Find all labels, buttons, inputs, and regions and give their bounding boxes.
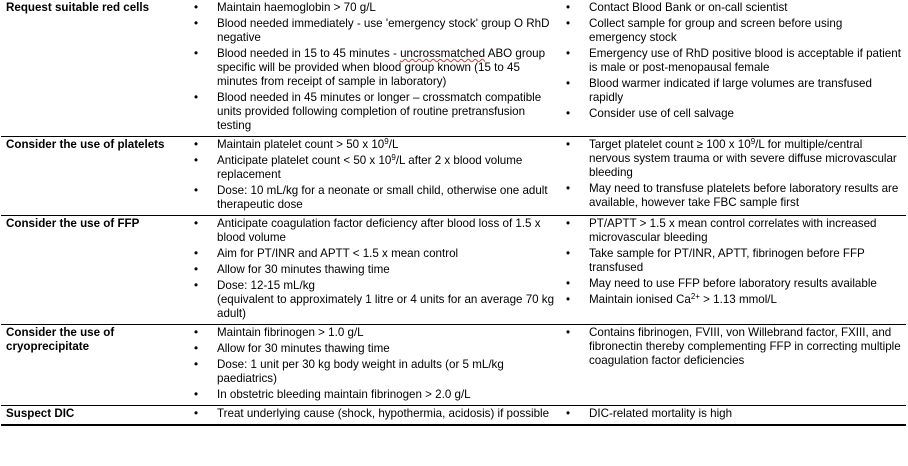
list-item — [192, 326, 555, 340]
notes-cell — [559, 216, 906, 325]
bullet-icon: • — [194, 342, 199, 355]
item-text: Target platelet count ≥ 100 x 10 — [589, 138, 751, 151]
item-text: Treat underlying cause (shock, hypothermia, acidosis) if possible — [217, 407, 550, 420]
bullet-icon: • — [194, 263, 199, 276]
list-item — [192, 358, 555, 386]
item-text: PT/APTT > 1.5 x mean control correlates with increased microvascular bleeding — [589, 217, 877, 244]
table-body — [1, 0, 906, 425]
item-text: In obstetric bleeding maintain fibrinogen > 2.0 g/L — [217, 388, 471, 401]
item-text: Blood needed immediately - use 'emergency stock' group O RhD negative — [217, 17, 550, 44]
item-text: Anticipate coagulation factor deficiency after blood loss of 1.5 x blood volume — [217, 217, 541, 244]
list-item — [564, 293, 902, 307]
list-item — [564, 407, 902, 421]
bullet-icon: • — [194, 407, 199, 420]
item-text: Dose: 1 unit per 30 kg body weight in adults (or 5 mL/kg paediatrics) — [217, 358, 504, 385]
bullet-icon: • — [194, 154, 199, 167]
item-text: Contact Blood Bank or on-call scientist — [589, 1, 788, 14]
item-text: Contains fibrinogen, FVIII, von Willebrand factor, FXIII, and fibronectin thereby complementing FFP in correcting multiple coagulation factor deficiencies — [589, 326, 901, 367]
item-text: /L — [388, 138, 399, 151]
recommendations-cell — [187, 0, 559, 137]
item-text: Collect sample for group and screen before using emergency stock — [589, 17, 843, 44]
item-text: May need to transfuse platelets before laboratory results are available, however take FBC sample first — [589, 182, 899, 209]
list-item — [564, 1, 902, 15]
guideline-table — [1, 0, 906, 426]
list-item — [192, 279, 555, 321]
bullet-list — [192, 138, 555, 212]
bullet-icon: • — [194, 247, 199, 260]
recommendations-cell — [187, 137, 559, 216]
bullet-icon: • — [194, 91, 199, 104]
list-item — [192, 342, 555, 356]
item-text: Blood needed in 45 minutes or longer – crossmatch compatible units provided following completion of routine pretransfusion testing — [217, 91, 542, 132]
table-row — [1, 406, 906, 426]
row-heading: Consider the use of cryoprecipitate — [1, 325, 187, 406]
bullet-icon: • — [566, 107, 571, 120]
table-row — [1, 0, 906, 137]
table-row — [1, 216, 906, 325]
list-item — [564, 17, 902, 45]
bullet-icon: • — [194, 279, 199, 292]
bullet-icon: • — [566, 1, 571, 14]
item-text: > 1.13 mmol/L — [699, 293, 777, 306]
bullet-icon: • — [194, 17, 199, 30]
bullet-icon: • — [566, 217, 571, 230]
list-item — [192, 47, 555, 89]
bullet-icon: • — [194, 358, 199, 371]
bullet-list — [192, 407, 555, 421]
row-heading: Consider the use of FFP — [1, 216, 187, 325]
bullet-icon: • — [566, 47, 571, 60]
bullet-list — [564, 1, 902, 121]
bullet-icon: • — [194, 1, 199, 14]
list-item — [192, 407, 555, 421]
recommendations-cell — [187, 325, 559, 406]
bullet-icon: • — [566, 326, 571, 339]
recommendations-cell — [187, 216, 559, 325]
bullet-icon: • — [566, 293, 571, 306]
bullet-icon: • — [194, 47, 199, 60]
list-item — [192, 217, 555, 245]
item-text: DIC-related mortality is high — [589, 407, 733, 420]
superscript: 9 — [750, 137, 756, 146]
item-text: ABO group specific will be provided when blood group known (15 to 45 minutes from receipt of sample in laboratory) — [217, 47, 546, 88]
list-item — [192, 1, 555, 15]
item-text: Maintain fibrinogen > 1.0 g/L — [217, 326, 364, 339]
list-item — [564, 326, 902, 368]
list-item — [192, 388, 555, 402]
superscript: 2+ — [690, 292, 700, 301]
item-text: /L after 2 x blood volume replacement — [217, 154, 523, 181]
bullet-list — [564, 217, 902, 307]
superscript: 9 — [391, 153, 396, 162]
bullet-icon: • — [194, 326, 199, 339]
bullet-icon: • — [566, 77, 571, 90]
notes-cell — [559, 325, 906, 406]
bullet-icon: • — [566, 17, 571, 30]
list-item — [192, 154, 555, 182]
list-item — [564, 107, 902, 121]
item-text: Aim for PT/INR and APTT < 1.5 x mean control — [217, 247, 459, 260]
bullet-icon: • — [194, 217, 199, 230]
table-row — [1, 325, 906, 406]
bullet-list — [192, 1, 555, 133]
item-text-flagged: uncrossmatched — [400, 47, 486, 60]
item-text: May need to use FFP before laboratory results available — [589, 277, 877, 290]
list-item — [564, 247, 902, 275]
notes-cell — [559, 0, 906, 137]
list-item — [564, 47, 902, 75]
bullet-icon: • — [566, 182, 571, 195]
bullet-list — [564, 326, 902, 368]
superscript: 9 — [384, 137, 389, 146]
bullet-list — [192, 217, 555, 321]
bullet-icon: • — [566, 247, 571, 260]
table-row — [1, 137, 906, 216]
list-item — [192, 247, 555, 261]
item-text: Consider use of cell salvage — [589, 107, 735, 120]
list-item — [192, 184, 555, 212]
list-item — [564, 138, 902, 180]
list-item — [192, 91, 555, 133]
list-item — [192, 17, 555, 45]
list-item — [564, 277, 902, 291]
list-item — [192, 263, 555, 277]
bullet-list — [192, 326, 555, 402]
notes-cell — [559, 406, 906, 426]
item-text: Dose: 12-15 mL/kg (equivalent to approximately 1 litre or 4 units for an average 70 kg adult) — [217, 279, 555, 320]
item-text: Maintain haemoglobin > 70 g/L — [217, 1, 376, 14]
item-text: /L for multiple/central nervous system trauma or with severe diffuse microvascular bleeding — [589, 138, 897, 179]
item-text: Allow for 30 minutes thawing time — [217, 342, 390, 355]
row-heading: Suspect DIC — [1, 406, 187, 426]
bullet-list — [564, 138, 902, 210]
bullet-icon: • — [194, 388, 199, 401]
bullet-icon: • — [566, 138, 571, 151]
item-text: Dose: 10 mL/kg for a neonate or small child, otherwise one adult therapeutic dose — [217, 184, 548, 211]
bullet-icon: • — [566, 277, 571, 290]
bullet-icon: • — [566, 407, 571, 420]
list-item — [564, 217, 902, 245]
bullet-icon: • — [194, 184, 199, 197]
item-text: Anticipate platelet count < 50 x 10 — [217, 154, 392, 167]
row-heading: Request suitable red cells — [1, 0, 187, 137]
item-text: Allow for 30 minutes thawing time — [217, 263, 390, 276]
list-item — [564, 182, 902, 210]
item-text: Emergency use of RhD positive blood is acceptable if patient is male or post-menopausal female — [589, 47, 901, 74]
notes-cell — [559, 137, 906, 216]
item-text: Blood warmer indicated if large volumes are transfused rapidly — [589, 77, 872, 104]
item-text: Take sample for PT/INR, APTT, fibrinogen before FFP transfused — [589, 247, 865, 274]
item-text: Blood needed in 15 to 45 minutes - — [217, 47, 401, 60]
list-item — [192, 138, 555, 152]
recommendations-cell — [187, 406, 559, 426]
bullet-icon: • — [194, 138, 199, 151]
list-item — [564, 77, 902, 105]
bullet-list — [564, 407, 902, 421]
item-text: Maintain ionised Ca — [589, 293, 691, 306]
item-text: Maintain platelet count > 50 x 10 — [217, 138, 385, 151]
row-heading: Consider the use of platelets — [1, 137, 187, 216]
